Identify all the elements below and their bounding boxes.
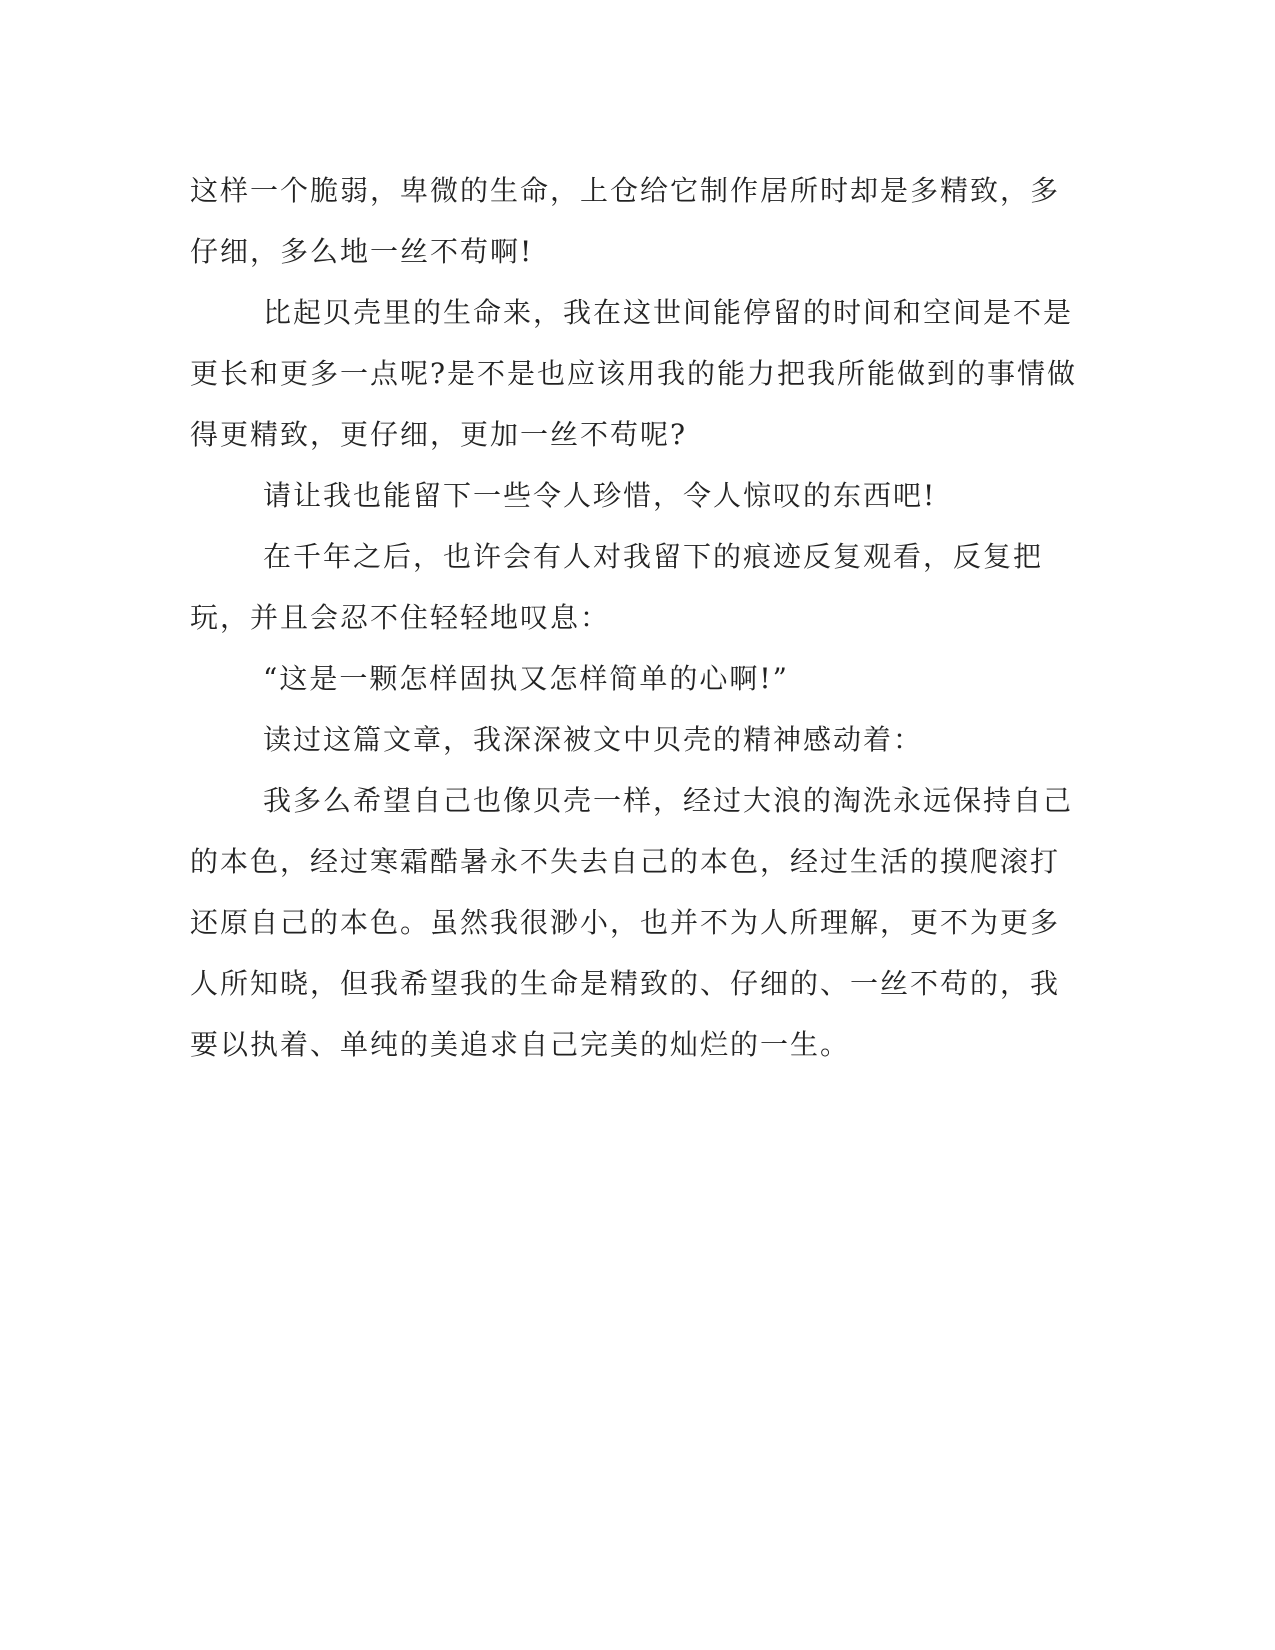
paragraph-7: 我多么希望自己也像贝壳一样，经过大浪的淘洗永远保持自己的本色，经过寒霜酷暑永不失去自己的本色，经过生活的摸爬滚打还原自己的本色。虽然我很渺小，也并不为人所理解，更不为更多人所知晓，但我希望我的生命是精致的、仔细的、一丝不苟的，我要以执着、单纯的美追求自己完美的灿烂的一生。 — [190, 784, 1074, 1061]
paragraph-2: 比起贝壳里的生命来，我在这世间能停留的时间和空间是不是更长和更多一点呢?是不是也应该用我的能力把我所能做到的事情做得更精致，更仔细，更加一丝不苟呢? — [190, 296, 1078, 451]
paragraph-4: 在千年之后，也许会有人对我留下的痕迹反复观看，反复把玩，并且会忍不住轻轻地叹息： — [190, 540, 1044, 634]
paragraph-3: 请让我也能留下一些令人珍惜，令人惊叹的东西吧! — [263, 479, 937, 512]
paragraph-5-quote: “这是一颗怎样固执又怎样简单的心啊!” — [263, 662, 789, 695]
document-body — [190, 160, 1085, 1075]
paragraph-1: 这样一个脆弱，卑微的生命，上仓给它制作居所时却是多精致，多仔细，多么地一丝不苟啊! — [190, 174, 1061, 268]
paragraph-6: 读过这篇文章，我深深被文中贝壳的精神感动着： — [263, 723, 924, 756]
